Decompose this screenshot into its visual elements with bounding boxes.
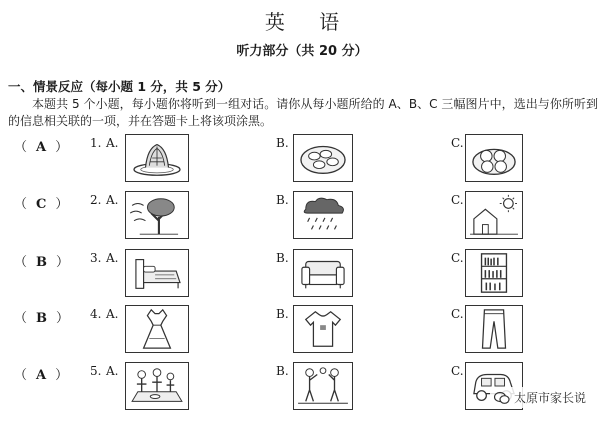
answer-bracket: （ C ）: [14, 197, 69, 212]
dress-icon[interactable]: [125, 305, 189, 353]
answer-bracket: （ B ）: [14, 311, 70, 326]
question-number: 3.: [90, 251, 102, 265]
trousers-icon[interactable]: [465, 305, 523, 353]
option-a-label: A.: [106, 251, 119, 265]
watermark: [490, 387, 590, 408]
rain-cloud-icon[interactable]: [293, 191, 353, 239]
buns-plate-icon[interactable]: [465, 134, 523, 182]
answer-letter: A: [36, 368, 47, 383]
question-number: 1.: [90, 136, 102, 150]
question-row: [0, 249, 604, 307]
answer-letter: C: [36, 197, 47, 212]
option-a-label: A.: [106, 364, 119, 378]
option-a-label: A.: [106, 136, 119, 150]
answer-letter: A: [36, 140, 47, 155]
question-number: 2.: [90, 193, 102, 207]
option-b-label: B.: [276, 136, 289, 150]
answer-letter: B: [36, 311, 48, 326]
option-a-label: A.: [106, 193, 119, 207]
option-c-label: C.: [451, 251, 464, 265]
option-b-label: B.: [276, 193, 289, 207]
page-title: 英 语: [264, 10, 354, 34]
question-row: [0, 134, 604, 192]
t-shirt-icon[interactable]: [293, 305, 353, 353]
answer-bracket: （ A ）: [14, 368, 69, 383]
question-row: [0, 305, 604, 363]
playing-ball-icon[interactable]: [293, 362, 353, 410]
listening-part-subtitle: 听力部分（共 20 分）: [236, 44, 368, 59]
watermark-text: 太原市家长说: [513, 391, 586, 405]
bed-icon[interactable]: [125, 249, 189, 297]
windy-tree-icon[interactable]: [125, 191, 189, 239]
family-picnic-icon[interactable]: [125, 362, 189, 410]
answer-bracket: （ B ）: [14, 255, 70, 270]
sunny-house-icon[interactable]: [465, 191, 523, 239]
question-number: 4.: [90, 307, 102, 321]
option-c-label: C.: [451, 193, 464, 207]
sofa-icon[interactable]: [293, 249, 353, 297]
option-c-label: C.: [451, 364, 464, 378]
noodles-plate-icon[interactable]: [125, 134, 189, 182]
option-b-label: B.: [276, 251, 289, 265]
wechat-icon: [494, 391, 510, 405]
answer-letter: B: [36, 255, 48, 270]
section-instructions: 本题共 5 个小题，每小题你将听到一组对话。请你从每小题所给的 A、B、C 三幅图片中，选出与你所听到的信息相关联的一项，并在答题卡上将该项涂黑。: [8, 97, 598, 128]
question-row: [0, 191, 604, 249]
option-b-label: B.: [276, 307, 289, 321]
bookcase-icon[interactable]: [465, 249, 523, 297]
option-c-label: C.: [451, 136, 464, 150]
option-a-label: A.: [106, 307, 119, 321]
option-c-label: C.: [451, 307, 464, 321]
option-b-label: B.: [276, 364, 289, 378]
dumplings-plate-icon[interactable]: [293, 134, 353, 182]
question-number: 5.: [90, 364, 102, 378]
answer-bracket: （ A ）: [14, 140, 69, 155]
section-heading: 一、情景反应（每小题 1 分，共 5 分）: [8, 79, 231, 94]
